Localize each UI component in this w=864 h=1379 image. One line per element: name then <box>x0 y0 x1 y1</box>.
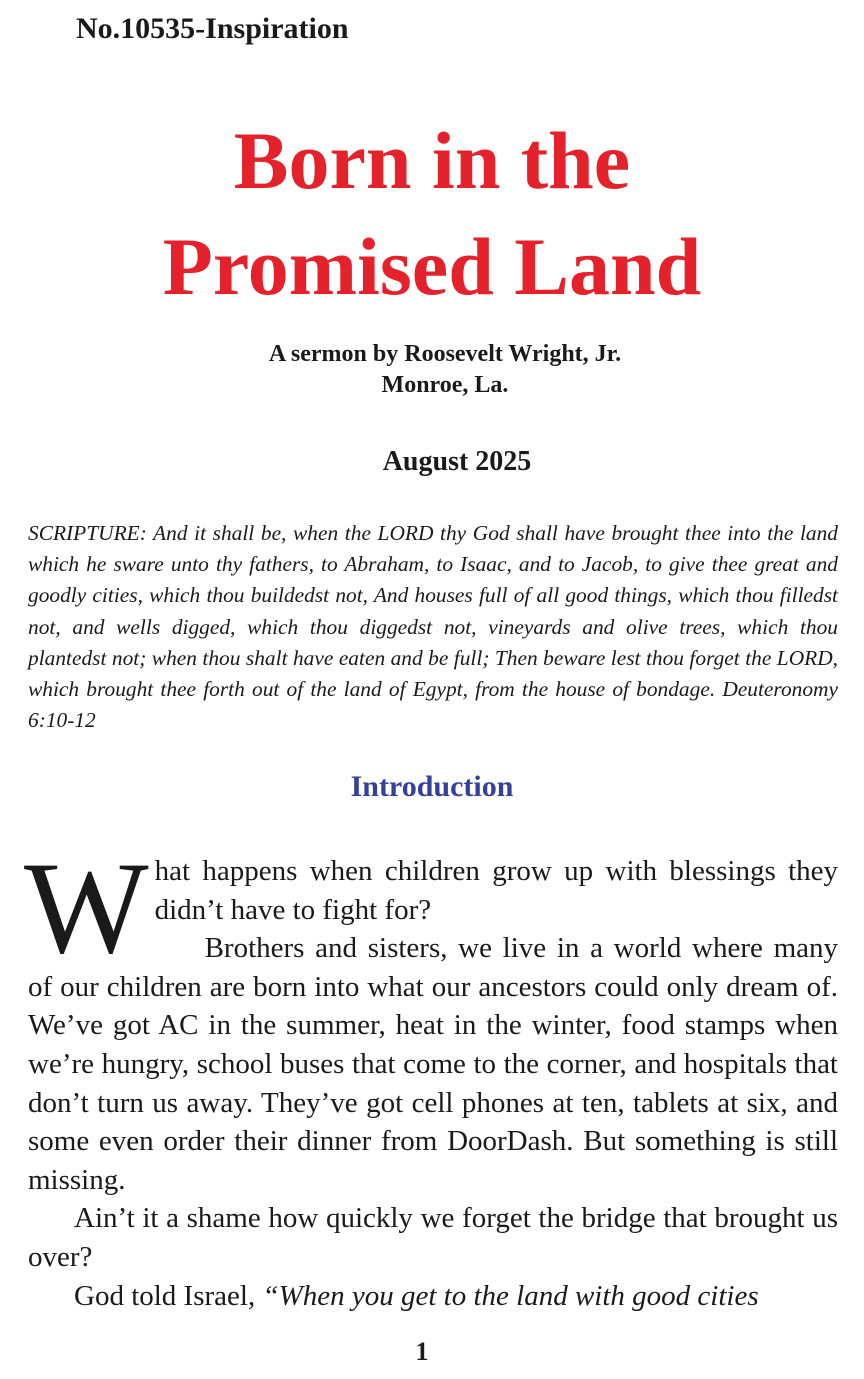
page-number: 1 <box>415 1337 429 1366</box>
paragraph-4 <box>28 1277 838 1316</box>
sermon-date: August 2025 <box>382 446 532 477</box>
drop-cap: W <box>24 834 149 981</box>
paragraph-2-text: Brothers and sisters, we live in a world where many of our children are born into what our ancestors could only dream of. We’ve got AC in the summer, heat in the winter, food stamps when we’re hungry, school buses that come to the corner, and hospitals that don’t turn us away. They’ve got cell phones at ten, tablets at six, and some even order their dinner from DoorDash. But something is still missing. <box>28 932 838 1196</box>
paragraph-4-text: God told Israel, <box>74 1279 263 1312</box>
paragraph-4-quote: “When you get to the land with good cities <box>262 1279 759 1312</box>
scripture-passage: SCRIPTURE: And it shall be, when the LORD thy God shall have brought thee into the land which he sware unto thy fathers, to Abraham, to Isaac, and to Jacob, to give thee great and goodly cities, which thou buildedst not, And houses full of all good things, which thou filledst not, and wells digged, which thou diggedst not, vineyards and olive trees, which thou plantedst not; when thou shalt have eaten and be full; Then beware lest thou forget the LORD, which brought thee forth out of the land of Egypt, from the house of bondage. Deuteronomy 6:10-12 <box>28 521 838 733</box>
paragraph-1-text: hat happens when children grow up with blessings they didn’t have to fight for? <box>154 855 838 926</box>
location-line: Monroe, La. <box>381 372 509 398</box>
title-line-2: Promised Land <box>162 221 702 312</box>
title-line-1: Born in the <box>233 115 631 206</box>
author-line: A sermon by Roosevelt Wright, Jr. <box>268 341 622 367</box>
sermon-body <box>24 834 838 1315</box>
paragraph-2 <box>28 929 838 1199</box>
paragraph-3: Ain’t it a shame how quickly we forget the bridge that brought us over? <box>28 1202 838 1273</box>
document-number: No.10535-Inspiration <box>76 12 349 45</box>
byline <box>0 339 864 401</box>
section-heading-introduction: Introduction <box>350 770 514 803</box>
paragraph-1 <box>24 834 838 981</box>
